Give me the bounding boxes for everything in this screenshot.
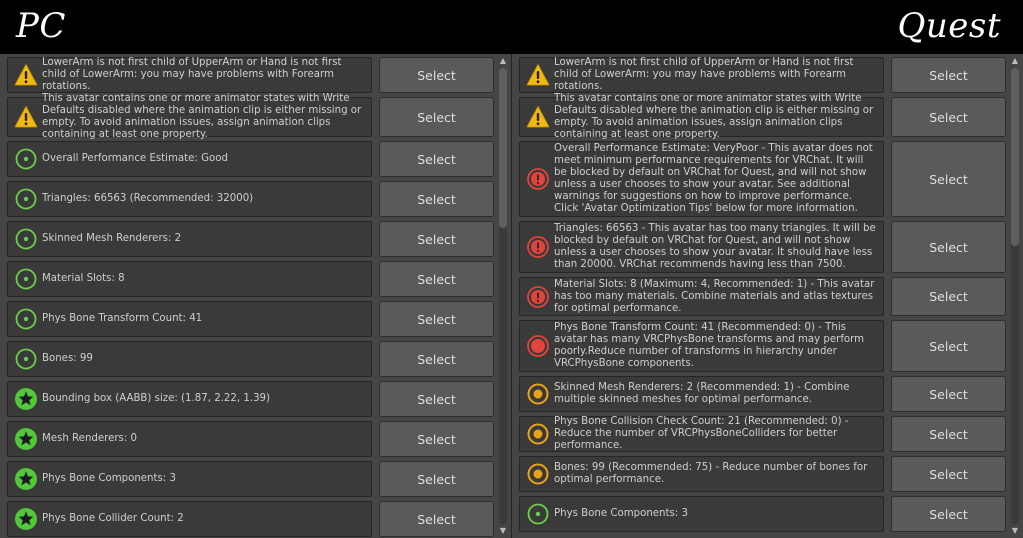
- select-button[interactable]: Select: [379, 341, 494, 377]
- list-item: [519, 277, 1006, 316]
- message-box: [519, 277, 884, 316]
- message-box: [519, 93, 884, 140]
- message-box: [519, 320, 884, 372]
- list-item: [519, 416, 1006, 452]
- list-item: [7, 381, 494, 417]
- good-performance-icon: [14, 187, 38, 211]
- good-performance-icon: [526, 502, 550, 526]
- good-performance-icon: [14, 227, 38, 251]
- scroll-down-arrow-icon[interactable]: ▼: [499, 526, 507, 535]
- message-text: Phys Bone Transform Count: 41: [42, 313, 203, 324]
- pc-title: PC: [16, 6, 66, 46]
- message-text: Triangles: 66563 - This avatar has too many triangles. It will be blocked by default on VRChat for Quest, and will not show unless a user chooses to show your avatar. It should have less than 20000. VRChat recommends having less than 7500.: [554, 223, 876, 270]
- message-box: [519, 416, 884, 452]
- select-button[interactable]: Select: [379, 181, 494, 217]
- message-box: [7, 261, 372, 297]
- quest-scrollbar[interactable]: [1009, 54, 1021, 538]
- list-item: [7, 421, 494, 457]
- message-text: LowerArm is not first child of UpperArm or Hand is not first child of LowerArm: you may have problems with Forearm rotations.: [42, 57, 342, 92]
- select-button[interactable]: Select: [891, 376, 1006, 412]
- warning-icon: [526, 63, 550, 87]
- message-text: Phys Bone Collision Check Count: 21 (Recommended: 0) - Reduce the number of VRCPhysBoneColliders for better performance.: [554, 416, 849, 451]
- message-box: [519, 376, 884, 412]
- list-item: [519, 456, 1006, 492]
- warning-icon: [526, 105, 550, 129]
- select-button[interactable]: Select: [891, 496, 1006, 532]
- select-button[interactable]: Select: [379, 57, 494, 93]
- quest-title: Quest: [897, 6, 1001, 46]
- list-item: [7, 93, 494, 140]
- excellent-star-icon: [14, 507, 38, 531]
- select-button[interactable]: Select: [891, 416, 1006, 452]
- message-box: [519, 456, 884, 492]
- message-text: Overall Performance Estimate: VeryPoor - This avatar does not meet minimum performance requirements for VRChat. It will be blocked by default on VRChat for Quest, and will not show unless a user chooses to show your avatar. See additional warnings for suggestions on how to improve performance. Click 'Avatar Optimization Tips' below for more information.: [554, 143, 873, 214]
- message-text: Material Slots: 8 (Maximum: 4, Recommended: 1) - This avatar has too many materials. Combine materials and atlas textures for optimal performance.: [554, 278, 875, 314]
- message-box: [7, 221, 372, 257]
- select-button[interactable]: Select: [891, 456, 1006, 492]
- message-box: [7, 141, 372, 177]
- message-box: [519, 141, 884, 217]
- message-box: [7, 341, 372, 377]
- select-button[interactable]: Select: [379, 421, 494, 457]
- warning-icon: [14, 63, 38, 87]
- excellent-star-icon: [14, 427, 38, 451]
- good-performance-icon: [14, 347, 38, 371]
- list-item: [7, 461, 494, 497]
- message-text: This avatar contains one or more animator states with Write Defaults disabled where the animation clip is either missing or empty. To avoid animation issues, assign animation clips containing at least one property.: [554, 93, 874, 140]
- select-button[interactable]: Select: [891, 221, 1006, 273]
- list-item: [519, 320, 1006, 372]
- list-item: [519, 57, 1006, 93]
- message-text: Material Slots: 8: [42, 273, 125, 284]
- list-item: [7, 301, 494, 337]
- message-text: Skinned Mesh Renderers: 2: [42, 233, 182, 244]
- message-text: LowerArm is not first child of UpperArm or Hand is not first child of LowerArm: you may have problems with Forearm rotations.: [554, 57, 854, 92]
- message-box: [519, 496, 884, 532]
- select-button[interactable]: Select: [891, 277, 1006, 316]
- medium-performance-icon: [526, 382, 550, 406]
- header: [0, 0, 1023, 54]
- message-box: [7, 301, 372, 337]
- message-box: [7, 93, 372, 140]
- message-text: Bones: 99 (Recommended: 75) - Reduce number of bones for optimal performance.: [554, 462, 868, 485]
- message-text: Overall Performance Estimate: Good: [42, 153, 228, 164]
- excellent-star-icon: [14, 387, 38, 411]
- medium-performance-icon: [526, 462, 550, 486]
- message-text: Phys Bone Components: 3: [42, 473, 176, 484]
- message-text: Triangles: 66563 (Recommended: 32000): [42, 193, 254, 204]
- warning-icon: [14, 105, 38, 129]
- scroll-up-arrow-icon[interactable]: ▲: [1011, 56, 1019, 65]
- select-button[interactable]: Select: [379, 97, 494, 137]
- pc-scrollbar[interactable]: [497, 54, 509, 538]
- list-item: [519, 376, 1006, 412]
- quest-panel: [512, 54, 1023, 538]
- message-box: [7, 461, 372, 497]
- select-button[interactable]: Select: [379, 461, 494, 497]
- message-box: [519, 57, 884, 93]
- message-box: [519, 221, 884, 273]
- message-text: Phys Bone Transform Count: 41 (Recommended: 0) - This avatar has many VRCPhysBone transforms and may perform poorly.Reduce number of transforms in hierarchy under VRCPhysBone components.: [554, 322, 865, 369]
- message-box: [7, 501, 372, 537]
- list-item: [7, 181, 494, 217]
- select-button[interactable]: Select: [379, 141, 494, 177]
- very-poor-icon: [526, 167, 550, 191]
- very-poor-icon: [526, 285, 550, 309]
- message-text: Bounding box (AABB) size: (1.87, 2.22, 1.39): [42, 393, 271, 404]
- select-button[interactable]: Select: [379, 501, 494, 537]
- good-performance-icon: [14, 267, 38, 291]
- scroll-down-arrow-icon[interactable]: ▼: [1011, 526, 1019, 535]
- scroll-thumb[interactable]: [499, 68, 507, 228]
- list-item: [7, 141, 494, 177]
- list-item: [519, 496, 1006, 532]
- list-item: [519, 93, 1006, 140]
- list-item: [7, 341, 494, 377]
- list-item: [7, 501, 494, 537]
- message-text: Bones: 99: [42, 353, 93, 364]
- medium-performance-icon: [526, 422, 550, 446]
- list-item: [7, 221, 494, 257]
- select-button[interactable]: Select: [379, 301, 494, 337]
- message-text: This avatar contains one or more animator states with Write Defaults disabled where the animation clip is either missing or empty. To avoid animation issues, assign animation clips containing at least one property.: [42, 93, 362, 140]
- message-text: Skinned Mesh Renderers: 2 (Recommended: 1) - Combine multiple skinned meshes for optimal performance.: [554, 382, 850, 405]
- select-button[interactable]: Select: [891, 97, 1006, 137]
- message-text: Mesh Renderers: 0: [42, 433, 138, 444]
- select-button[interactable]: Select: [379, 381, 494, 417]
- select-button[interactable]: Select: [891, 320, 1006, 372]
- very-poor-icon: [526, 235, 550, 259]
- list-item: [519, 141, 1006, 217]
- good-performance-icon: [14, 147, 38, 171]
- pc-panel: [0, 54, 511, 538]
- quest-list: [519, 57, 1006, 536]
- message-text: Phys Bone Components: 3: [554, 508, 688, 519]
- list-item: [7, 261, 494, 297]
- list-item: [519, 221, 1006, 273]
- select-button[interactable]: Select: [379, 261, 494, 297]
- message-box: [7, 181, 372, 217]
- poor-icon: [526, 334, 550, 358]
- message-box: [7, 57, 372, 93]
- scroll-up-arrow-icon[interactable]: ▲: [499, 56, 507, 65]
- message-text: Phys Bone Collider Count: 2: [42, 513, 184, 524]
- list-item: [7, 57, 494, 93]
- scroll-thumb[interactable]: [1011, 68, 1019, 246]
- select-button[interactable]: Select: [379, 221, 494, 257]
- select-button[interactable]: Select: [891, 141, 1006, 217]
- excellent-star-icon: [14, 467, 38, 491]
- pc-list: [7, 57, 494, 538]
- good-performance-icon: [14, 307, 38, 331]
- message-box: [7, 381, 372, 417]
- message-box: [7, 421, 372, 457]
- select-button[interactable]: Select: [891, 57, 1006, 93]
